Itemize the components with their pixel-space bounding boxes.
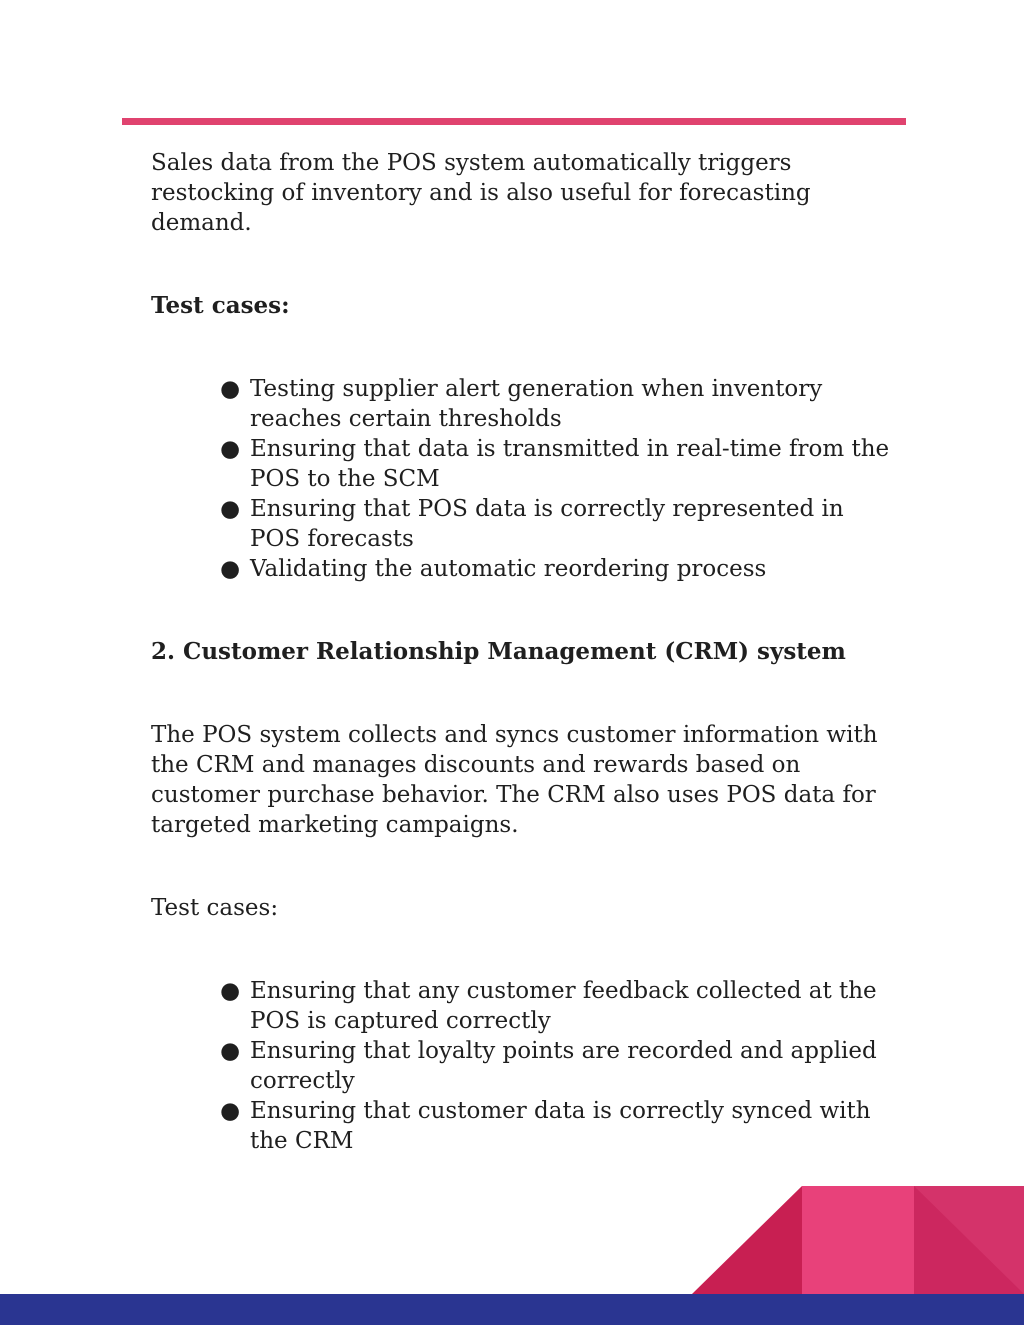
bullet-icon: ●: [220, 376, 241, 402]
bullet-icon: ●: [220, 1038, 241, 1064]
test-cases-heading-1: Test cases:: [151, 292, 290, 319]
list-item: ● Testing supplier alert generation when inventory reaches certain thresholds: [220, 376, 823, 432]
bullet-icon: ●: [220, 556, 241, 582]
test-cases-list-1: [151, 374, 891, 584]
intro-paragraph: Sales data from the POS system automatically triggers restocking of inventory and is also useful for forecasting demand.: [151, 150, 811, 236]
corner-pink-block: [802, 1186, 914, 1294]
list-item: ● Ensuring that data is transmitted in real-time from the POS to the SCM: [220, 436, 890, 492]
test-cases-heading-2: Test cases:: [151, 895, 279, 921]
corner-shade-triangle: [914, 1186, 1024, 1294]
bullet-icon: ●: [220, 436, 241, 462]
section-heading-crm: 2. Customer Relationship Management (CRM) system: [151, 638, 846, 665]
bullet-icon: ●: [220, 978, 241, 1004]
bullet-icon: ●: [220, 496, 241, 522]
document-body: [151, 148, 891, 1156]
footer-navy-bar: [0, 1294, 1024, 1325]
list-item: ● Ensuring that any customer feedback collected at the POS is captured correctly: [220, 978, 877, 1034]
bullet-icon: ●: [220, 1098, 241, 1124]
list-item: ● Ensuring that customer data is correctly synced with the CRM: [220, 1098, 871, 1154]
crm-paragraph: The POS system collects and syncs customer information with the CRM and manages discounts and rewards based on customer purchase behavior. The CRM also uses POS data for targeted marketing campaigns.: [151, 722, 878, 838]
top-accent-rule: [122, 118, 906, 125]
test-cases-list-2: [151, 976, 891, 1156]
list-item: ● Ensuring that POS data is correctly represented in POS forecasts: [220, 496, 844, 552]
list-item: ● Ensuring that loyalty points are recorded and applied correctly: [220, 1038, 877, 1094]
corner-crimson-triangle: [692, 1186, 802, 1294]
corner-right-block: [914, 1186, 1024, 1294]
list-item: ● Validating the automatic reordering process: [220, 556, 767, 582]
